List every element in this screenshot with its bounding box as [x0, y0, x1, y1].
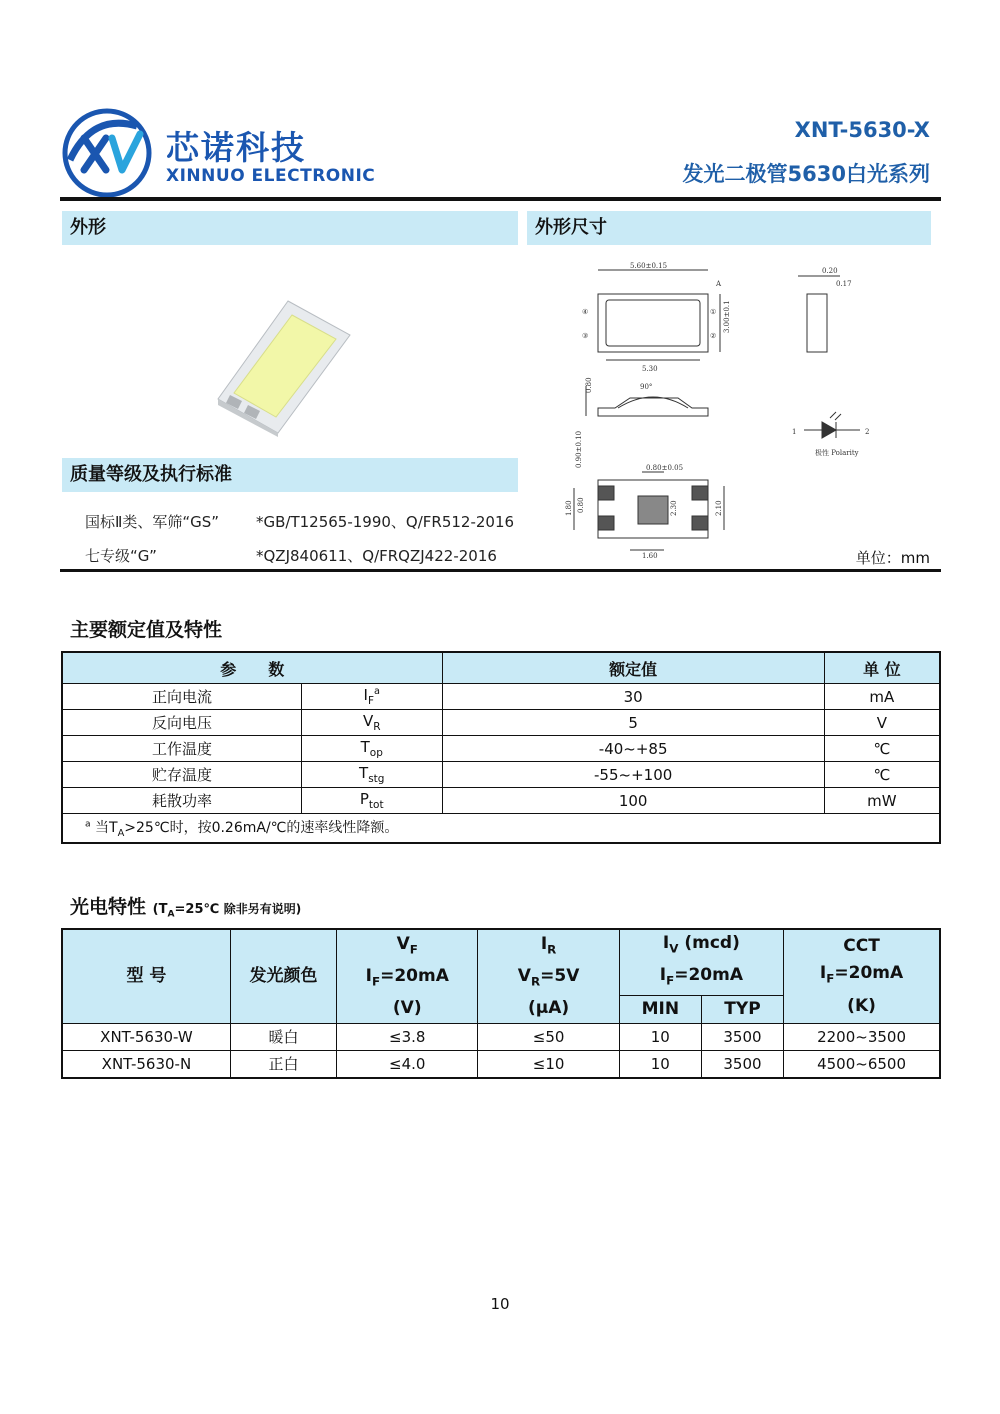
- electro-title: 光电特性 ($T_A=25℃$ 除非另有说明): [70, 896, 302, 920]
- table-row: [62, 1023, 940, 1050]
- table-row: [62, 1050, 940, 1078]
- row-vf: ≤3.8: [337, 1023, 478, 1050]
- dim-p2-label: 0.80: [577, 497, 585, 513]
- dim-t1-label: 0.80: [585, 377, 593, 393]
- param-symbol: $T_{op}$: [301, 736, 442, 762]
- param-unit: V: [824, 710, 940, 736]
- param-symbol: $I_F^a$: [301, 684, 442, 710]
- unit-note: 单位：mm: [855, 549, 930, 567]
- section-quality-title: 质量等级及执行标准: [62, 458, 518, 492]
- ratings-table: [61, 651, 941, 844]
- param-unit: ℃: [824, 736, 940, 762]
- param-name: 耗散功率: [62, 788, 301, 814]
- param-symbol: $T_{stg}$: [301, 762, 442, 788]
- dim-p5-label: 1.60: [642, 552, 658, 560]
- param-value: 30: [442, 684, 824, 710]
- pin-1-label: ①: [710, 308, 717, 316]
- dim-h1-label: 0.20: [822, 267, 838, 275]
- electro-condition: ($T_A=25℃$ 除非另有说明): [152, 902, 302, 920]
- dimension-drawing: [560, 258, 940, 566]
- row-vf: ≤4.0: [337, 1050, 478, 1078]
- pin-3-label: ③: [582, 332, 589, 340]
- dim-h2-label: 0.17: [836, 280, 852, 288]
- param-value: -55~+100: [442, 762, 824, 788]
- param-unit: mW: [824, 788, 940, 814]
- iv-header: $I_V$ (mcd) $I_F=20mA$: [619, 929, 783, 995]
- dim-p3-label: 2.10: [715, 500, 723, 516]
- ratings-title: 主要额定值及特性: [70, 619, 223, 641]
- ratings-header-row: [62, 652, 940, 684]
- value-header: 额定值: [442, 652, 824, 684]
- ratings-note-row: [62, 814, 940, 844]
- dim-angle-label: 90°: [640, 383, 653, 391]
- row-color: 暖白: [230, 1023, 336, 1050]
- led-product-image: [210, 295, 360, 437]
- param-unit: ℃: [824, 762, 940, 788]
- corner-a-label: A: [716, 280, 722, 288]
- brand-logo: [62, 108, 152, 198]
- row-model: XNT-5630-N: [62, 1050, 230, 1078]
- page-number: 10: [490, 1295, 510, 1313]
- row-ir: ≤50: [478, 1023, 619, 1050]
- row-model: XNT-5630-W: [62, 1023, 230, 1050]
- param-name: 反向电压: [62, 710, 301, 736]
- polarity-label: 极性 Polarity: [815, 449, 859, 457]
- row-iv-typ: 3500: [701, 1023, 783, 1050]
- param-name: 工作温度: [62, 736, 301, 762]
- standard-spec-2: *QZJ840611、Q/FRQZJ422-2016: [256, 547, 497, 565]
- dim-p1-label: 1.80: [565, 500, 573, 516]
- param-symbol: $V_R$: [301, 710, 442, 736]
- section-shape-title: 外形: [62, 211, 518, 245]
- pin-2-label: ②: [710, 332, 717, 340]
- table-row: [62, 710, 940, 736]
- model-header: 型 号: [62, 929, 230, 1023]
- dim-inner-label: 5.30: [642, 365, 658, 373]
- standard-spec-1: *GB/T12565-1990、Q/FR512-2016: [256, 513, 515, 531]
- standard-grade-1: 国标Ⅱ类、军筛“GS”: [85, 513, 220, 531]
- brand-name-cn: 芯诺科技: [166, 128, 306, 167]
- ir-header: $I_R$ $V_R=5V$ (μA): [478, 929, 619, 1023]
- brand-name-en: XINNUO ELECTRONIC: [166, 166, 376, 186]
- section-divider: [60, 569, 941, 572]
- dim-pad-label: 0.80±0.05: [646, 464, 684, 472]
- param-unit: mA: [824, 684, 940, 710]
- min-header: MIN: [619, 995, 701, 1023]
- polarity-left-label: 1: [792, 428, 797, 436]
- unit-header: 单 位: [824, 652, 940, 684]
- dim-t2-label: 0.90±0.10: [575, 430, 583, 468]
- row-iv-min: 10: [619, 1050, 701, 1078]
- model-number: XNT-5630-X: [794, 118, 930, 142]
- row-iv-typ: 3500: [701, 1050, 783, 1078]
- row-ir: ≤10: [478, 1050, 619, 1078]
- param-value: -40~+85: [442, 736, 824, 762]
- color-header: 发光颜色: [230, 929, 336, 1023]
- polarity-right-label: 2: [865, 428, 870, 436]
- cct-header: CCT $I_F=20mA$ (K): [784, 929, 940, 1023]
- dim-width-label: 3.00±0.1: [723, 300, 731, 333]
- table-row: [62, 684, 940, 710]
- vf-header: $V_F$ $I_F=20mA$ (V): [337, 929, 478, 1023]
- table-row: [62, 788, 940, 814]
- electro-table: [61, 928, 941, 1079]
- derating-note: $^a$ 当$T_A>25℃$时，按0.26mA/℃的速率线性降额。: [62, 814, 940, 844]
- dim-p4-label: 2.30: [670, 500, 678, 516]
- row-cct: 2200~3500: [784, 1023, 940, 1050]
- param-name: 正向电流: [62, 684, 301, 710]
- table-row: [62, 762, 940, 788]
- param-name: 贮存温度: [62, 762, 301, 788]
- dim-length-label: 5.60±0.15: [630, 262, 668, 270]
- typ-header: TYP: [701, 995, 783, 1023]
- pin-4-label: ④: [582, 308, 589, 316]
- standard-grade-2: 七专级“G”: [85, 547, 157, 565]
- row-iv-min: 10: [619, 1023, 701, 1050]
- param-value: 100: [442, 788, 824, 814]
- param-value: 5: [442, 710, 824, 736]
- param-symbol: $P_{tot}$: [301, 788, 442, 814]
- row-cct: 4500~6500: [784, 1050, 940, 1078]
- row-color: 正白: [230, 1050, 336, 1078]
- param-header: 参 数: [62, 652, 442, 684]
- product-subtitle: 发光二极管5630白光系列: [682, 162, 930, 186]
- table-row: [62, 736, 940, 762]
- electro-header-row-1: [62, 929, 940, 995]
- section-dimensions-title: 外形尺寸: [527, 211, 931, 245]
- header-divider: [60, 197, 941, 201]
